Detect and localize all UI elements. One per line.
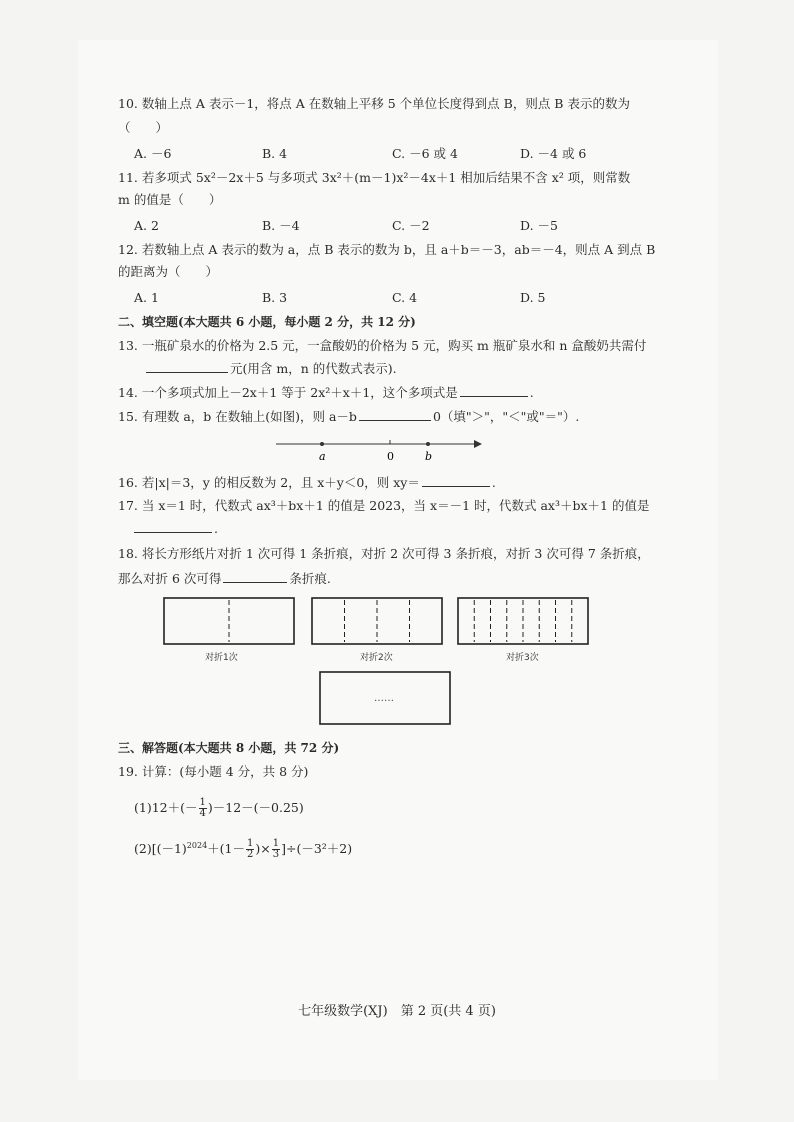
q15-stem [118, 408, 579, 425]
q12-option-b: B. 3 [262, 290, 288, 305]
q13-stem-2 [118, 360, 397, 377]
q10-stem: 10. 数轴上点 A 表示－1，将点 A 在数轴上平移 5 个单位长度得到点 B，则点 B 表示的数为 [118, 96, 630, 111]
q18-answer-blank[interactable] [223, 570, 287, 583]
q19-p2-frac2-denominator: 3 [272, 849, 280, 861]
q19-p2-a: (2)[(－1) [134, 841, 187, 857]
q19-p2-frac2-numerator: 1 [272, 838, 280, 850]
number-line-figure [270, 432, 490, 468]
q19-p2-fraction-1 [246, 839, 254, 860]
q16-answer-blank[interactable] [422, 474, 490, 487]
q16-end: . [491, 475, 496, 490]
q11-option-c: C. －2 [392, 218, 430, 233]
q11-option-d: D. －5 [520, 218, 558, 233]
q18-stem: 18. 将长方形纸片对折 1 次可得 1 条折痕，对折 2 次可得 3 条折痕，对折 3 次可得 7 条折痕， [118, 546, 650, 561]
q15-end: 0（填"＞"，"＜"或"＝"）. [432, 409, 580, 424]
q19-p2-frac1-denominator: 2 [247, 849, 254, 861]
q18-end: 条折痕. [289, 571, 331, 586]
fold-label-1: 对折1次 [205, 653, 238, 663]
q17-stem: 17. 当 x＝1 时，代数式 ax³＋bx＋1 的值是 2023，当 x＝－1 时，代数式 ax³＋bx＋1 的值是 [118, 498, 650, 513]
q14-stem [118, 384, 534, 401]
point-a [320, 442, 324, 446]
q11-stem: 11. 若多项式 5x²－2x＋5 与多项式 3x²＋(m－1)x²－4x＋1 相加后结果不含 x² 项，则常数 [118, 170, 631, 185]
q18-text: 那么对折 6 次可得 [118, 571, 222, 586]
q13-stem: 13. 一瓶矿泉水的价格为 2.5 元，一盒酸奶的价格为 5 元，购买 m 瓶矿泉水和 n 盒酸奶共需付 [118, 338, 647, 353]
fold-label-3: 对折3次 [506, 653, 539, 663]
q10-bracket: （ ） [118, 120, 169, 135]
q16-stem [118, 474, 496, 491]
q13-stem-2-text: 元(用含 m，n 的代数式表示). [230, 361, 397, 376]
fold-figure-ellipsis [316, 670, 456, 726]
q10-option-b: B. 4 [262, 146, 288, 161]
q10-option-d: D. －4 或 6 [520, 146, 587, 161]
q19-p2-exponent: 2024 [186, 841, 208, 850]
q19-p1-frac-denominator: 4 [199, 808, 206, 819]
label-a: a [319, 450, 326, 463]
fold-figure-3 [454, 596, 594, 646]
label-b: b [425, 450, 433, 463]
q14-end: . [529, 385, 534, 400]
q12-stem: 12. 若数轴上点 A 表示的数为 a，点 B 表示的数为 b，且 a＋b＝－3，ab＝－4，则点 A 到点 B [118, 242, 656, 257]
q19-p2-c: )× [255, 841, 271, 857]
q11-option-a: A. 2 [134, 218, 159, 233]
q19-p1-fraction [199, 798, 207, 819]
q17-end: . [214, 521, 218, 536]
fold-label-2: 对折2次 [360, 653, 393, 663]
q12-option-c: C. 4 [392, 290, 418, 305]
q19-part-1 [134, 796, 304, 820]
q16-text: 16. 若|x|＝3，y 的相反数为 2，且 x＋y＜0，则 xy＝ [118, 475, 420, 490]
q19-title: 19. 计算：(每小题 4 分，共 8 分) [118, 764, 309, 779]
label-zero: 0 [387, 450, 394, 463]
q15-text: 15. 有理数 a，b 在数轴上(如图)，则 a－b [118, 409, 357, 424]
q19-p2-d: ]÷(－3²＋2) [281, 841, 353, 857]
q17-answer-blank[interactable] [134, 520, 212, 533]
q17-stem-2 [118, 520, 218, 537]
fold-ellipsis-text: …… [374, 693, 394, 704]
q12-option-d: D. 5 [520, 290, 546, 305]
q19-part-2 [134, 834, 352, 861]
q10-option-c: C. －6 或 4 [392, 146, 458, 161]
section-2-heading: 二、填空题(本大题共 6 小题，每小题 2 分，共 12 分) [118, 315, 416, 329]
q14-answer-blank[interactable] [460, 384, 528, 397]
q19-p1-a: (1)12＋(－ [134, 800, 198, 815]
q12-option-a: A. 1 [134, 290, 159, 305]
q19-p2-fraction-2 [272, 839, 280, 860]
q19-p1-b: )－12－(－0.25) [207, 800, 304, 815]
q11-option-b: B. －4 [262, 218, 300, 233]
q14-text: 14. 一个多项式加上－2x＋1 等于 2x²＋x＋1，这个多项式是 [118, 385, 458, 400]
page-footer: 七年级数学(XJ) 第 2 页(共 4 页) [298, 1004, 496, 1019]
q19-p2-frac1-numerator: 1 [247, 838, 254, 850]
q18-stem-2 [118, 570, 331, 587]
q10-option-a: A. －6 [134, 146, 172, 161]
q11-stem-2: m 的值是（ ） [118, 192, 222, 207]
point-b [426, 442, 430, 446]
number-line-arrow-icon [474, 440, 482, 448]
q13-answer-blank[interactable] [146, 360, 228, 373]
fold-figure-2 [308, 596, 448, 646]
q12-stem-2: 的距离为（ ） [118, 264, 219, 279]
q15-answer-blank[interactable] [359, 408, 431, 421]
q19-p1-frac-numerator: 1 [199, 797, 206, 808]
q19-p2-b: ＋(1－ [207, 841, 245, 857]
section-3-heading: 三、解答题(本大题共 8 小题，共 72 分) [118, 741, 340, 755]
